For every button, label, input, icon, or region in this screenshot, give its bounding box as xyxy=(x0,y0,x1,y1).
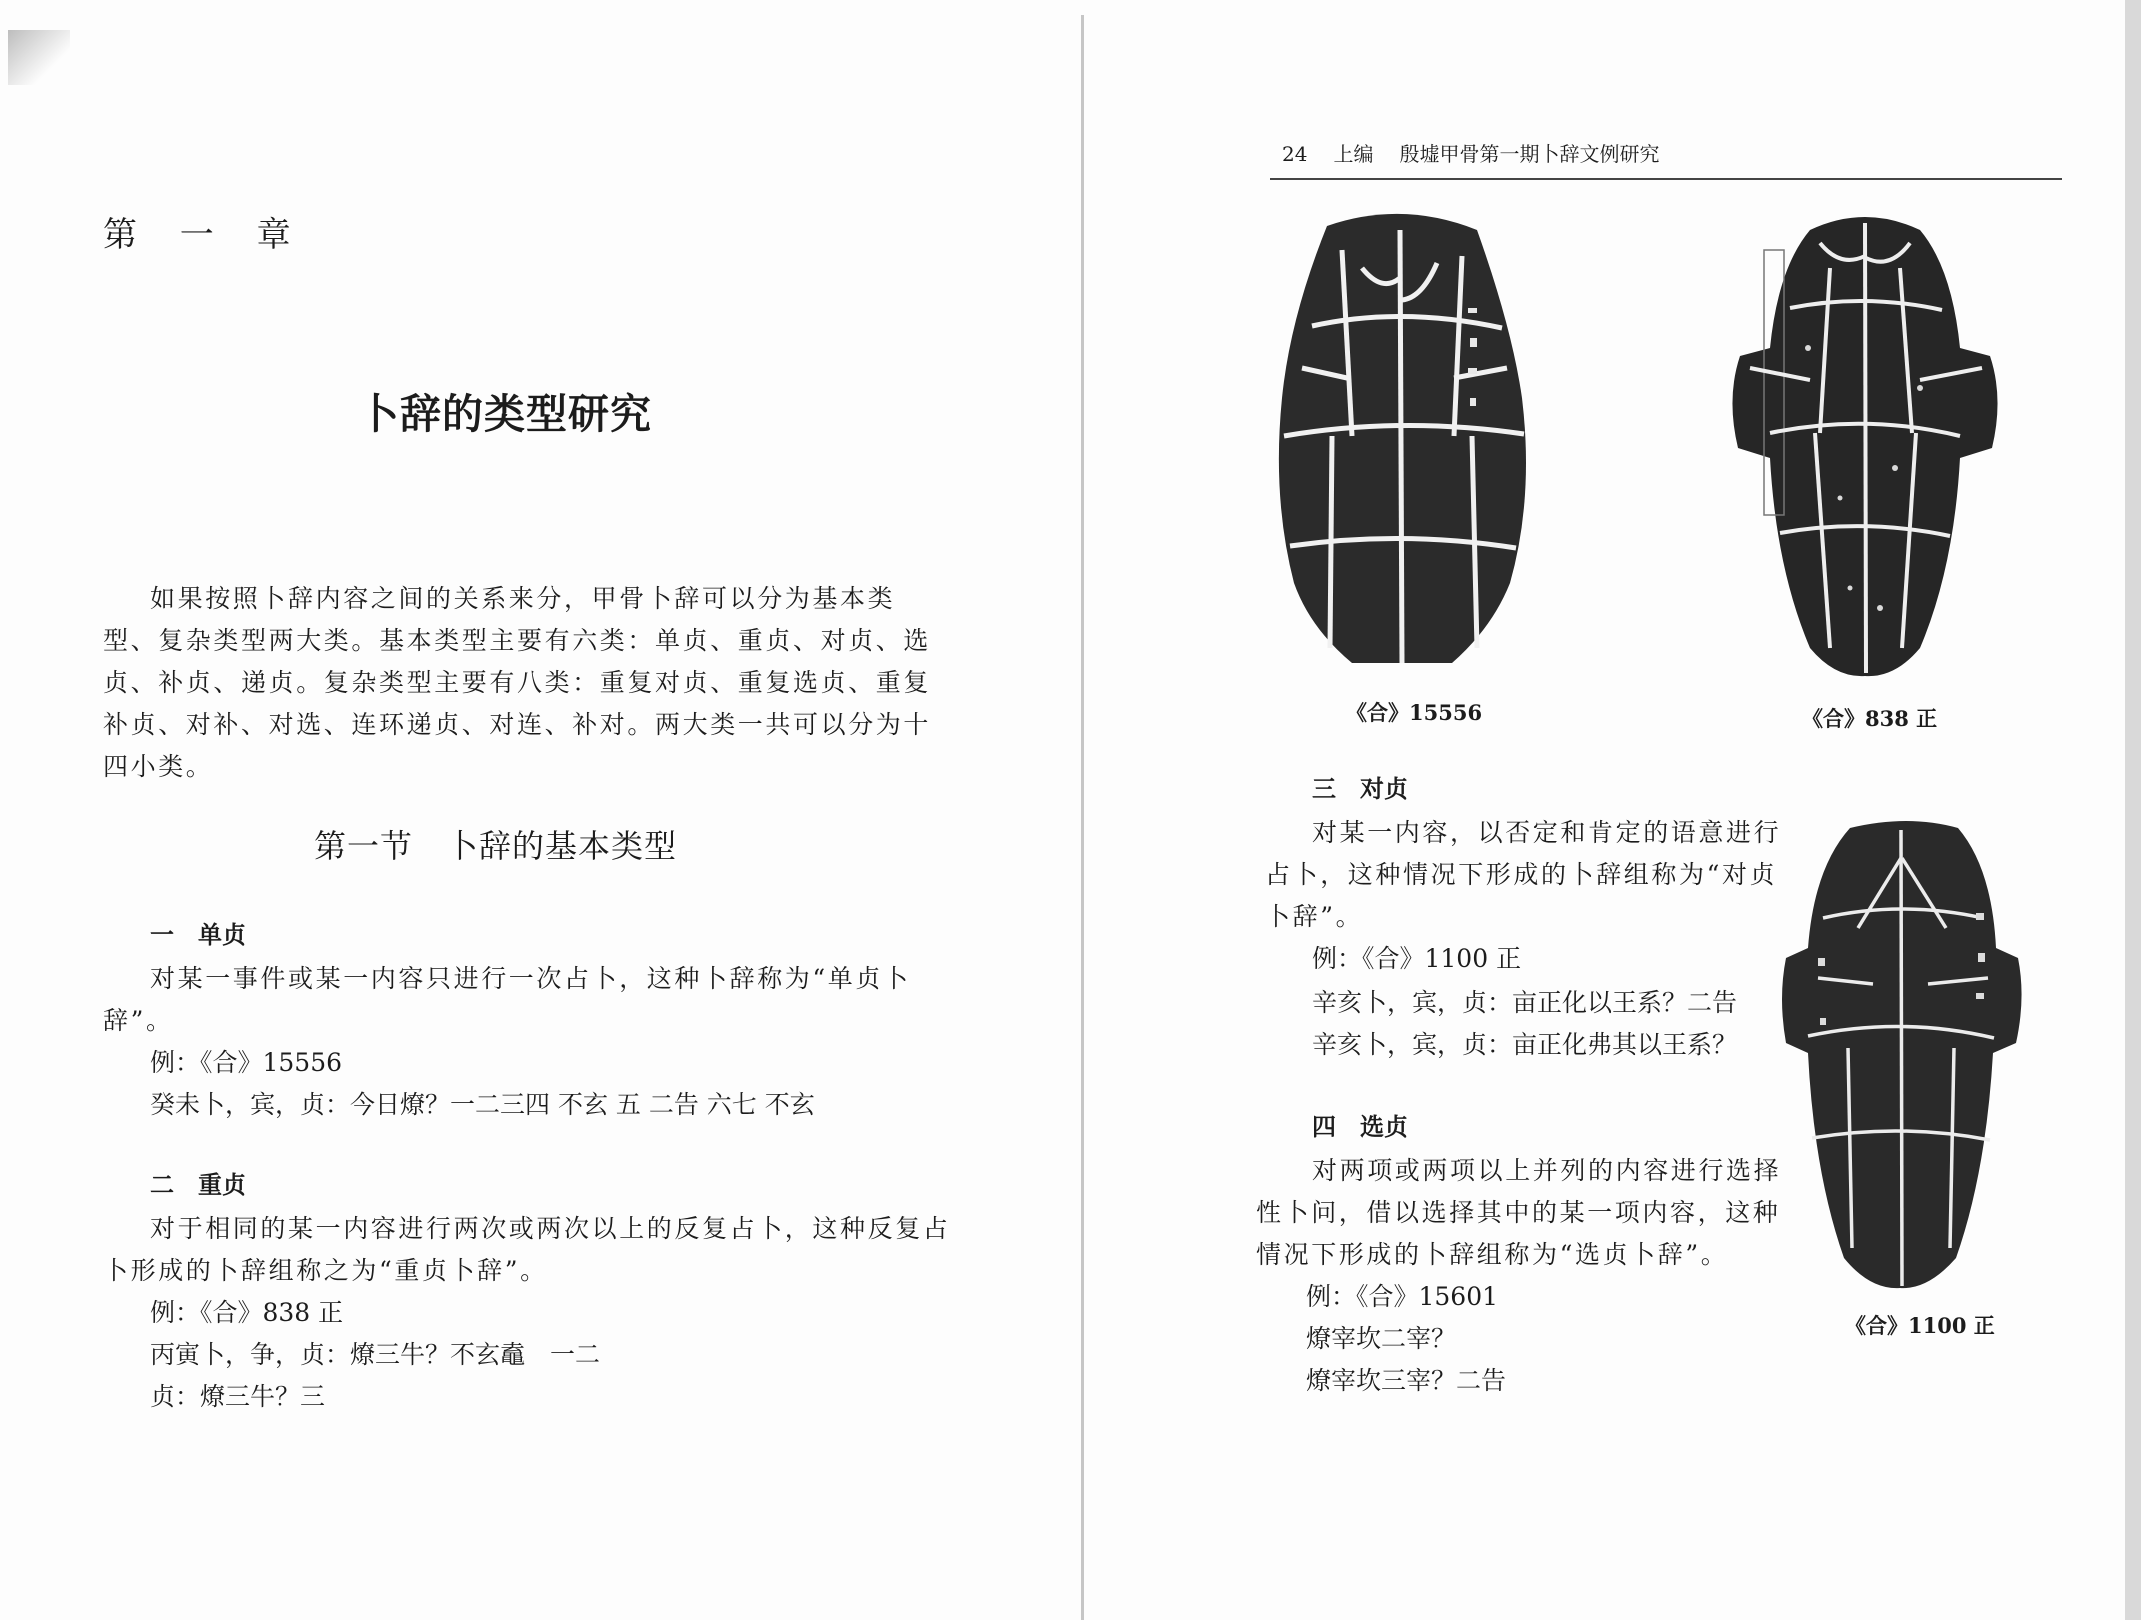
example-ref: 例：《合》15556 xyxy=(150,1048,343,1077)
body-line: 性卜问，借以选择其中的某一项内容，这种 xyxy=(1256,1198,1781,1227)
plate-caption: 《合》1100 正 xyxy=(1845,1313,1995,1338)
page-number: 24 xyxy=(1282,142,1308,166)
intro-line: 如果按照卜辞内容之间的关系来分，甲骨卜辞可以分为基本类 xyxy=(150,584,896,613)
intro-line: 补贞、对补、对选、连环递贞、对连、补对。两大类一共可以分为十 xyxy=(103,710,932,739)
oracle-bone-rubbing-image xyxy=(1272,208,1532,663)
page-corner-shadow xyxy=(8,30,70,85)
running-head-book-title: 殷墟甲骨第一期卜辞文例研究 xyxy=(1399,142,1660,166)
header-rule xyxy=(1270,178,2062,180)
running-head xyxy=(1282,137,1685,171)
section-title: 第一节 卜辞的基本类型 xyxy=(314,827,678,865)
plate-caption: 《合》15556 xyxy=(1346,700,1483,725)
body-line: 对于相同的某一内容进行两次或两次以上的反复占卜，这种反复占 xyxy=(150,1214,951,1243)
subsection-heading-2: 二 重贞 xyxy=(150,1170,246,1199)
body-line: 卜形成的卜辞组称之为“重贞卜辞”。 xyxy=(103,1256,548,1285)
body-line: 对两项或两项以上并列的内容进行选择 xyxy=(1312,1156,1782,1185)
inscription-line: 癸未卜，宾，贞：今日燎？一二三四 不玄 五 二告 六七 不玄 xyxy=(150,1090,815,1119)
intro-line: 四小类。 xyxy=(103,752,214,781)
subsection-heading-4: 四 选贞 xyxy=(1312,1112,1408,1141)
body-line: 对某一内容，以否定和肯定的语意进行 xyxy=(1312,818,1782,847)
inscription-line: 燎宰坎三宰？二告 xyxy=(1306,1366,1507,1395)
body-line: 占卜，这种情况下形成的卜辞组称为“对贞 xyxy=(1265,860,1778,889)
plate-caption: 《合》838 正 xyxy=(1802,706,1938,731)
intro-line: 型、复杂类型两大类。基本类型主要有六类：单贞、重贞、对贞、选 xyxy=(103,626,932,655)
body-line: 辞”。 xyxy=(103,1006,174,1035)
chapter-label: 第 一 章 xyxy=(103,215,307,255)
running-head-part: 上编 xyxy=(1333,142,1374,166)
subsection-heading-1: 一 单贞 xyxy=(150,920,246,949)
inscription-line: 辛亥卜，宾，贞：亩正化弗其以王系？ xyxy=(1312,1030,1738,1059)
intro-line: 贞、补贞、递贞。复杂类型主要有八类：重复对贞、重复选贞、重复 xyxy=(103,668,932,697)
body-line: 情况下形成的卜辞组称为“选贞卜辞”。 xyxy=(1256,1240,1729,1269)
body-line: 卜辞”。 xyxy=(1265,902,1364,931)
oracle-bone-rubbing-image xyxy=(1778,818,2024,1290)
example-ref: 例：《合》1100 正 xyxy=(1312,944,1522,973)
chapter-title: 卜辞的类型研究 xyxy=(358,390,652,438)
inscription-line: 燎宰坎二宰？ xyxy=(1306,1324,1457,1353)
oracle-bone-rubbing-image xyxy=(1720,208,2010,678)
example-ref: 例：《合》838 正 xyxy=(150,1298,344,1327)
inscription-line: 贞：燎三牛？三 xyxy=(150,1382,326,1411)
subsection-heading-3: 三 对贞 xyxy=(1312,774,1408,803)
inscription-line: 丙寅卜，争，贞：燎三牛？不玄鼁 一二 xyxy=(150,1340,601,1369)
body-line: 对某一事件或某一内容只进行一次占卜，这种卜辞称为“单贞卜 xyxy=(150,964,911,993)
inscription-line: 辛亥卜，宾，贞：亩正化以王系？二告 xyxy=(1312,988,1738,1017)
scan-edge-shadow xyxy=(2125,0,2141,1620)
example-ref: 例：《合》15601 xyxy=(1306,1282,1499,1311)
book-spine xyxy=(1081,15,1084,1620)
